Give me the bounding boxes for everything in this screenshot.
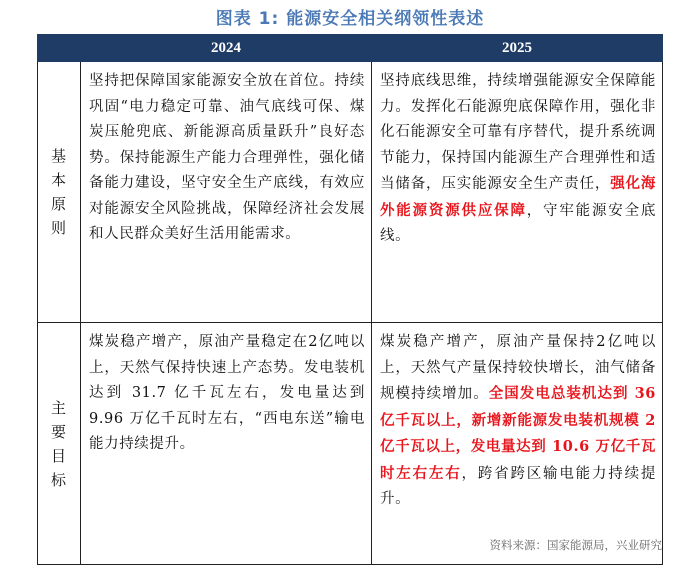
cell-text: 坚持底线思维，持续增强能源安全保障能力。发挥化石能源兜底保障作用，强化非化石能源安全可靠有序替代，提升系统调节能力，保持国内能源生产合理弹性和适当储备，压实能源安全生产责任，	[380, 73, 656, 192]
cell-2024-basic-principles: 坚持把保障国家能源安全放在首位。持续巩固“电力稳定可靠、油气底线可保、煤炭压舱兜底、新能源高质量跃升”良好态势。保持能源生产能力合理弹性，强化储备能力建设，坚守安全生产底线，有效应对能源安全风险挑战，保障经济社会发展和人民群众美好生活用能需求。	[81, 62, 372, 323]
energy-security-table	[37, 34, 663, 565]
figure-title: 图表 1: 能源安全相关纲领性表述	[215, 9, 485, 29]
cell-2025-basic-principles	[372, 62, 663, 323]
cell-text: 煤炭稳产增产，原油产量保持2亿吨以上，天然气产量保持较快增长，油气储备规模持续增加。	[380, 334, 656, 402]
table-header-row	[38, 35, 663, 62]
cell-2025-main-targets	[372, 323, 663, 565]
cell-text: ，守牢能源安全底线。	[380, 202, 656, 244]
highlighted-text: 全国发电总装机达到 36 亿千瓦以上，新增新能源发电装机规模 2 亿千瓦以上，发电量达到 10.6 万亿千瓦时左右左右	[380, 385, 656, 482]
table-row-main-targets	[38, 323, 663, 565]
row-label-basic-principles: 基本原则	[51, 147, 69, 237]
header-2025: 2025	[372, 35, 663, 62]
table-row-basic-principles	[38, 62, 663, 323]
cell-text: ，跨省跨区输电能力持续提升。	[380, 465, 656, 507]
highlighted-text: 强化海外能源资源供应保障	[380, 175, 656, 219]
row-label-cell	[38, 323, 81, 565]
cell-2024-main-targets: 煤炭稳产增产，原油产量稳定在2亿吨以上，天然气保持快速上产态势。发电装机达到 31.7 亿千瓦左右，发电量达到 9.96 万亿千瓦时左右，“西电东送”输电能力持续提升。	[81, 323, 372, 565]
row-label-cell	[38, 62, 81, 323]
header-2024: 2024	[81, 35, 372, 62]
header-corner	[38, 35, 81, 62]
source-note: 资料来源：国家能源局，兴业研究	[489, 538, 662, 552]
row-label-main-targets: 主要目标	[51, 398, 69, 489]
